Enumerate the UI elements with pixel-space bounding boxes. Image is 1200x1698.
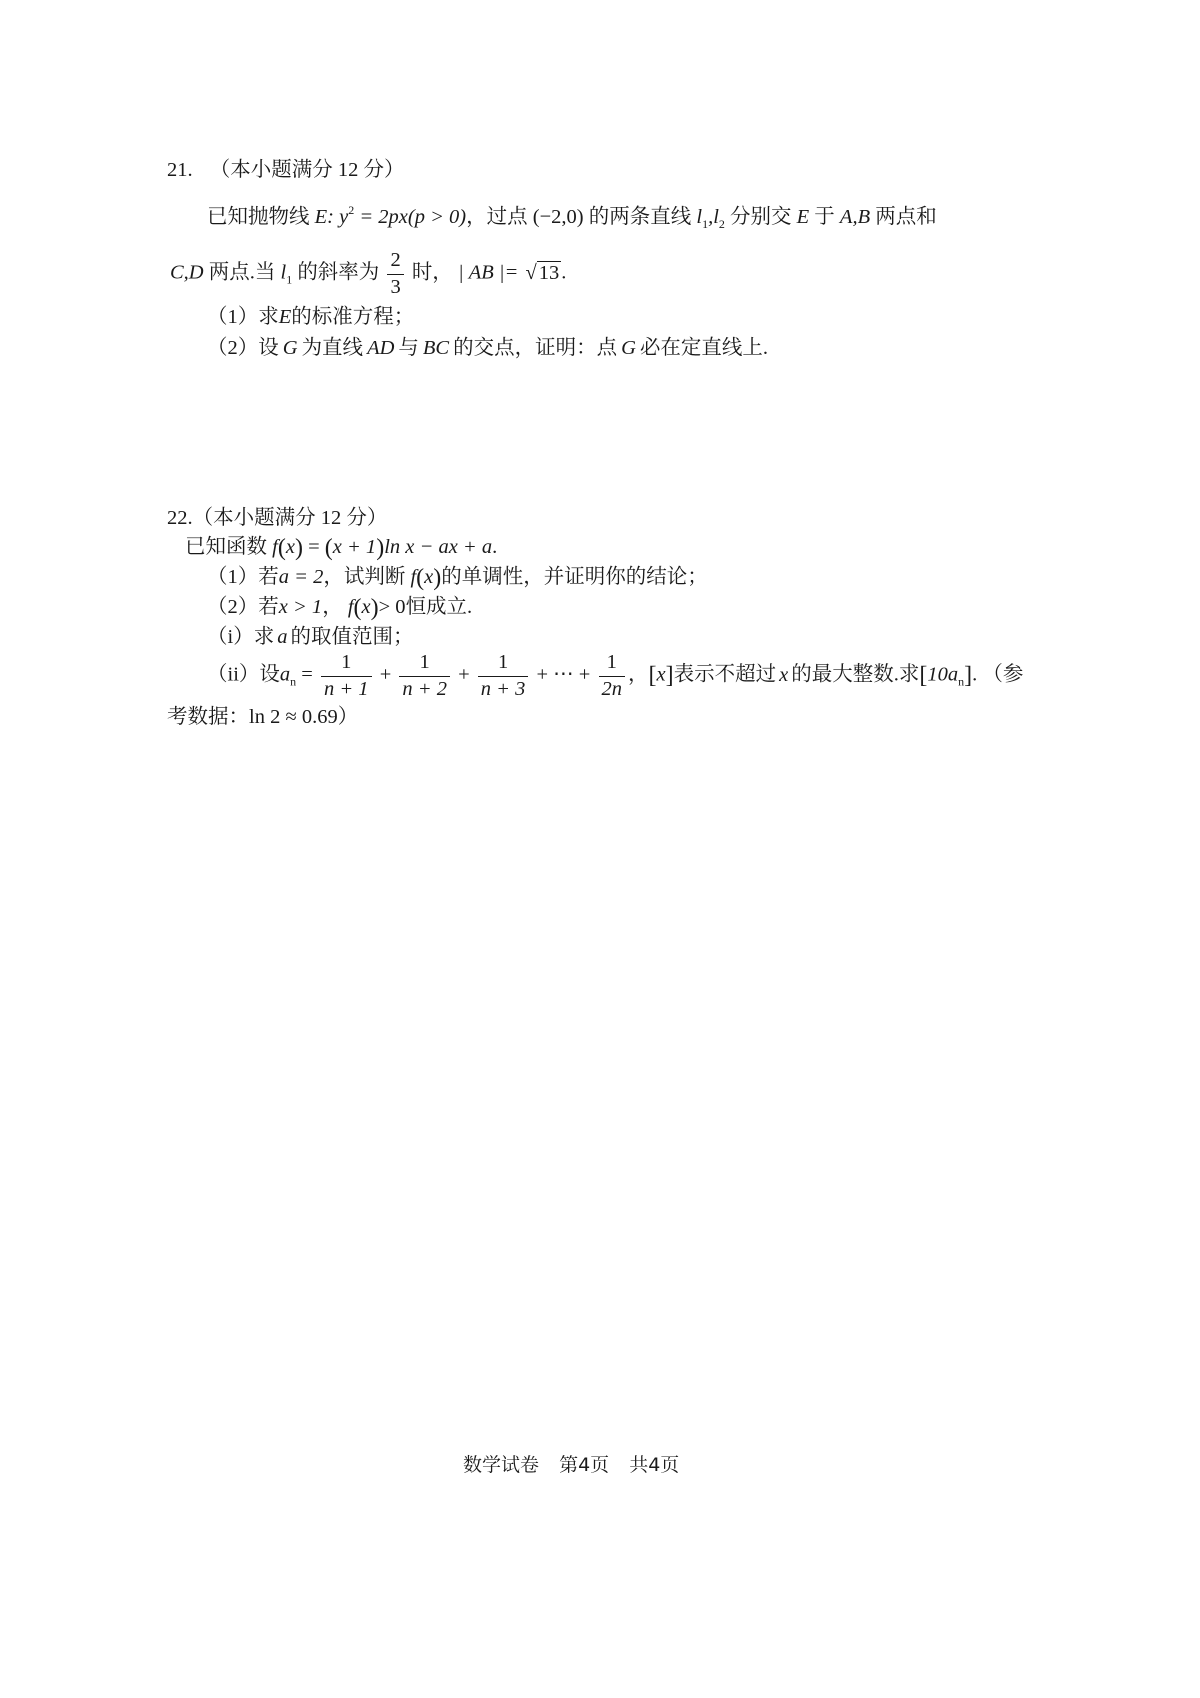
q21-sub: 1 (702, 217, 709, 231)
q22-reference (167, 707, 358, 728)
q21-stem-line1 (207, 204, 937, 230)
q21-text: 分别交 (730, 206, 792, 228)
fraction-numerator: 1 (478, 652, 529, 677)
q22-text: 已知函数 (185, 536, 267, 558)
fraction-denominator: n + 3 (480, 677, 526, 700)
q21-text: 必在定直线上. (639, 337, 769, 359)
q21-text: 两点.当 (208, 261, 276, 284)
footer-total-pages: 共4页 (629, 1454, 680, 1476)
q22-x: x (424, 566, 434, 588)
q21-bc: BC (422, 337, 450, 359)
q22-x: x (656, 663, 666, 686)
q22-expr: ln x − ax + a (384, 536, 493, 558)
q22-f: f (347, 596, 354, 618)
q21-text: 的斜率为 (297, 261, 380, 284)
q22-text: ） (337, 706, 359, 728)
q22-header (167, 508, 387, 529)
q21-text: 已知抛物线 (207, 206, 310, 228)
q21-text: ，过点 (466, 206, 528, 228)
q22-part-i (207, 627, 413, 648)
q22-text: 的单调性，并证明你的结论； (441, 566, 708, 588)
q22-dot: . (492, 536, 498, 558)
q21-part2 (207, 338, 768, 359)
q21-line-sep: ,l (708, 206, 719, 228)
q21-text: 的标准方程； (291, 306, 415, 328)
q22-ten-a: 10a (927, 663, 959, 686)
q21-dot: . (561, 261, 567, 284)
page-footer (463, 1456, 679, 1475)
q21-var-e: E (796, 206, 810, 228)
q21-eq-rest: = 2px(p > 0) (354, 206, 467, 228)
q22-part-ii-label: （ii）设 (207, 663, 280, 686)
q22-text: ， (628, 663, 649, 686)
q22-eq: = (302, 536, 325, 558)
q21-var-g: G (282, 337, 298, 359)
q22-part-i-label: （i）求 (207, 626, 275, 648)
q22-number: 22. (167, 507, 193, 529)
q21-eq: : y (327, 206, 349, 228)
q22-plus: + (374, 663, 397, 686)
q22-ineq: > 0 (378, 596, 406, 618)
q22-text: 恒成立. (405, 596, 473, 618)
fraction-numerator: 1 (599, 652, 626, 677)
q22-part1-label: （1）若 (207, 566, 279, 588)
q21-sub: 2 (718, 217, 725, 231)
q21-text: 的两条直线 (588, 206, 692, 228)
q22-text: ，试判断 (323, 566, 406, 588)
q21-line-l: l (280, 261, 287, 284)
fraction-denominator: 2n (601, 677, 622, 700)
q22-frac-4 (599, 652, 626, 700)
q21-part1 (207, 307, 414, 328)
q21-var-e: E (278, 306, 292, 328)
q22-x: x (285, 536, 295, 558)
q22-part2-label: （2）若 (207, 596, 279, 618)
q21-point: (−2,0) (532, 206, 584, 228)
fraction-numerator: 2 (387, 250, 403, 275)
q22-x: x (779, 663, 789, 686)
q21-stem-line2 (170, 250, 566, 298)
q22-f: f (272, 536, 278, 558)
q22-stem: 已知函数 f(x) = (x + 1)ln x − ax + a. (185, 535, 498, 561)
q21-slope-fraction (387, 250, 403, 298)
q22-text: 的最大整数.求 (791, 663, 920, 686)
q22-score: （本小题满分 12 分） (192, 507, 388, 529)
q22-eq: = (296, 663, 318, 686)
q22-frac-1 (321, 652, 372, 700)
q21-var-e: E (314, 206, 328, 228)
q21-ad: AD (367, 337, 395, 359)
fraction-numerator: 1 (399, 652, 450, 677)
q22-x: x (361, 596, 371, 618)
footer-page-number: 第4页 (559, 1454, 610, 1476)
q21-sqrt-value: 13 (538, 261, 560, 284)
q21-text: 时， (411, 261, 453, 284)
q22-an: a (279, 663, 291, 686)
q22-a: a (277, 626, 288, 648)
q21-text: 两点和 (875, 206, 937, 228)
q22-ref-value: ln 2 ≈ 0.69 (249, 706, 338, 728)
q22-dots: + ⋯ + (531, 663, 596, 686)
fraction-denominator: 3 (390, 275, 401, 298)
q22-frac-2 (399, 652, 450, 700)
q22-f: f (410, 566, 417, 588)
fraction-numerator: 1 (321, 652, 372, 677)
q22-condition: x > 1 (278, 596, 323, 618)
q22-condition: a = 2 (278, 566, 324, 588)
q21-var-g: G (621, 337, 636, 359)
q22-part2: （2）若x > 1， f(x)> 0恒成立. (207, 595, 473, 621)
q21-score: （本小题满分 12 分） (209, 159, 405, 181)
q21-points-ab: A,B (839, 206, 871, 228)
q22-text: ， (322, 596, 343, 618)
q22-part1: （1）若a = 2，试判断 f(x)的单调性，并证明你的结论； (207, 565, 708, 591)
q21-points-cd: C,D (170, 261, 204, 284)
q22-expr: x + 1 (332, 536, 377, 558)
q21-eq-sup: 2 (348, 203, 355, 217)
q22-sub: n (290, 674, 297, 689)
q21-text: 与 (398, 337, 419, 359)
q22-ref-label: 考数据： (167, 706, 249, 728)
q21-sqrt: √13 (525, 261, 560, 284)
q22-text: 表示不超过 (673, 663, 777, 686)
q21-number: 21. (167, 159, 193, 181)
q21-part1-label: （1）求 (207, 306, 279, 328)
footer-subject: 数学试卷 (463, 1454, 540, 1476)
q21-text: 为直线 (301, 337, 364, 359)
q21-text: 于 (814, 206, 835, 228)
q21-line-l: l (696, 206, 703, 228)
fraction-denominator: n + 2 (402, 677, 447, 700)
q21-text: 的交点，证明：点 (453, 337, 618, 359)
q21-sub: 1 (286, 272, 293, 287)
q22-text: . （参 (972, 663, 1024, 686)
q21-part2-label: （2）设 (207, 337, 279, 359)
q21-header (167, 160, 405, 181)
q22-text: 的取值范围； (290, 626, 414, 648)
q21-ab-length: | AB |= (457, 261, 519, 284)
q22-part-ii: （ii）设$a_n$ = $\frac{1}{n + 1}$ + $\frac{1}{n + 2}$ + $\frac{1}{n + 3}$ + ⋯ + $\frac{1}{2n}$ ，[x]表示不超过 x 的最大整数.求$[10a_n]$. （参 (207, 651, 1024, 700)
q22-sub: n (958, 674, 965, 689)
fraction-denominator: n + 1 (323, 677, 369, 700)
q22-frac-3 (478, 652, 529, 700)
q22-plus: + (452, 663, 475, 686)
